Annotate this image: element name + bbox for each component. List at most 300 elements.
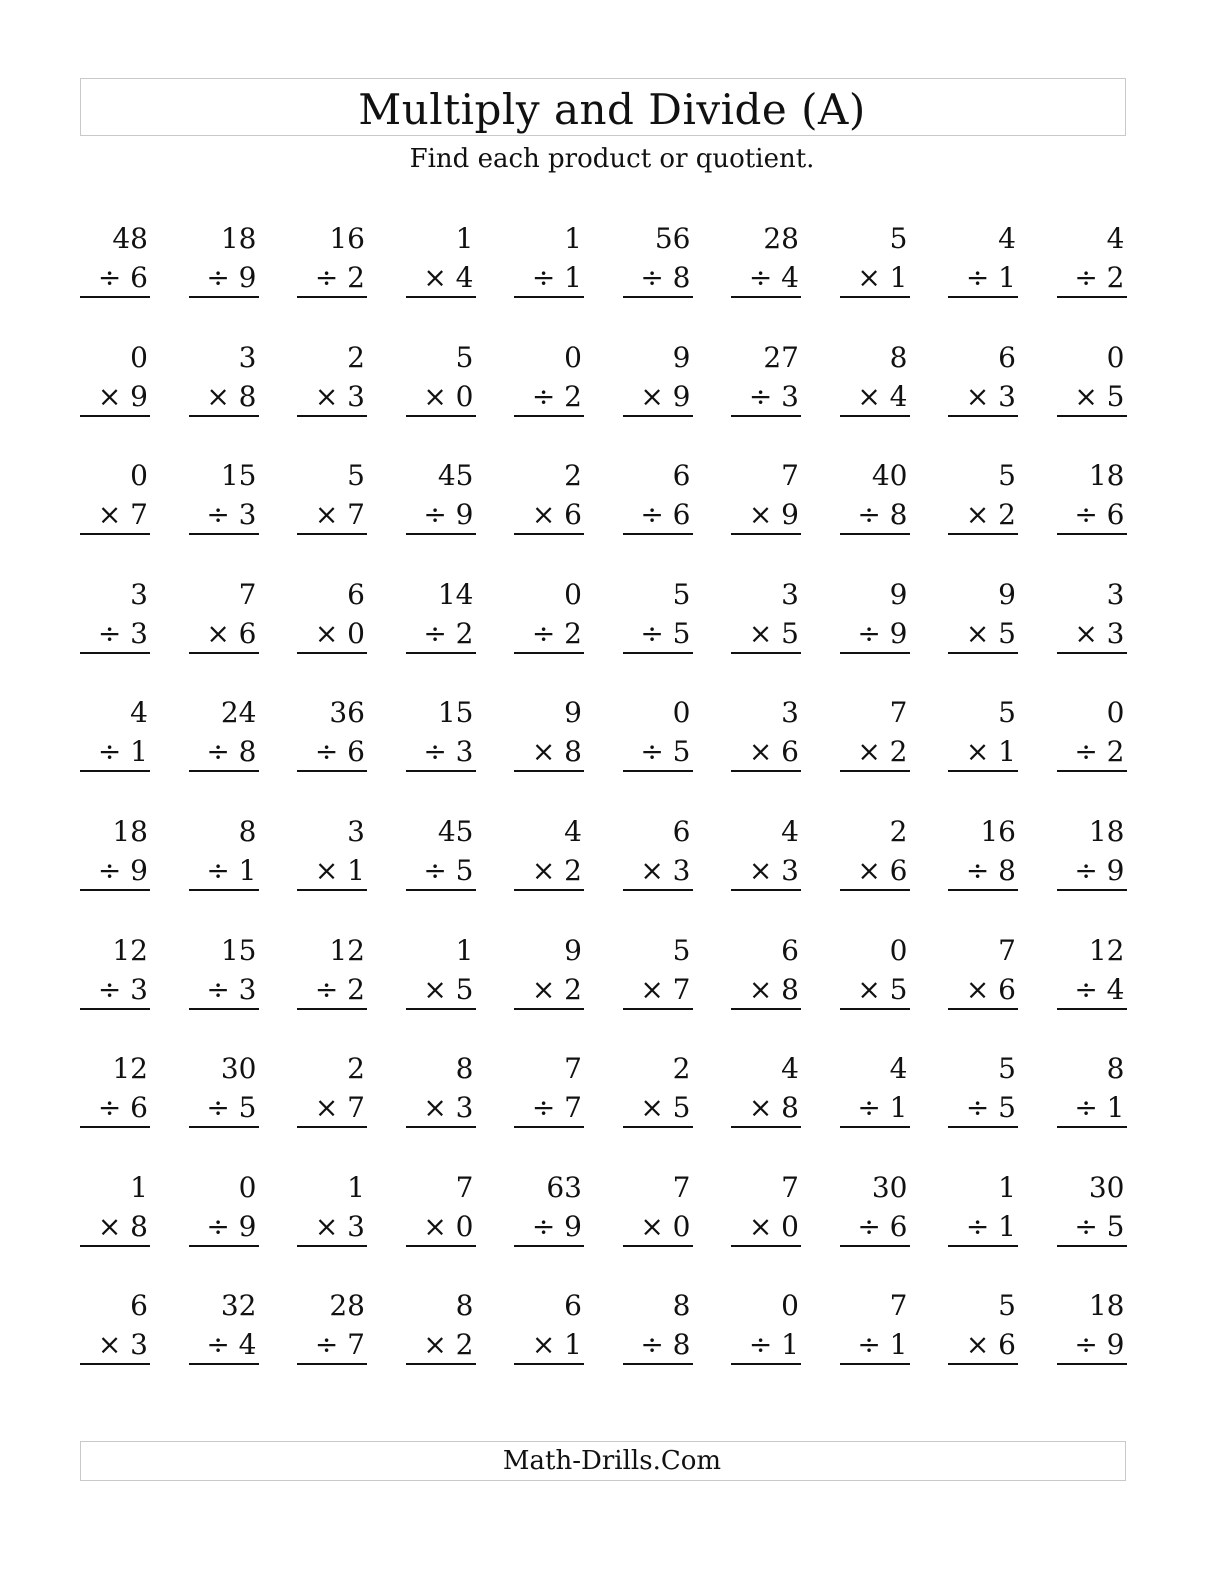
problem-top-number: 0: [1106, 696, 1125, 730]
answer-line: [840, 533, 910, 535]
problem-operation: ÷ 3: [748, 379, 799, 413]
answer-line: [514, 652, 584, 654]
problem-operation: × 3: [314, 1209, 365, 1243]
answer-line: [840, 889, 910, 891]
problem-operation: × 3: [314, 379, 365, 413]
problem-top-number: 1: [998, 1170, 1016, 1204]
problem-item: [189, 1169, 259, 1247]
problem-operation: ÷ 5: [965, 1091, 1016, 1125]
problem-operation: × 1: [531, 1328, 582, 1362]
answer-line: [406, 1126, 476, 1128]
problem-operation: ÷ 5: [640, 616, 691, 650]
answer-line: [623, 770, 693, 772]
problem-operation: ÷ 1: [97, 735, 148, 769]
problem-top-number: 32: [220, 1289, 257, 1323]
problem-item: [623, 694, 693, 772]
problem-item: [406, 1050, 476, 1128]
problem-top-number: 5: [455, 340, 474, 374]
problem-operation: × 3: [640, 853, 691, 887]
problem-top-number: 5: [998, 1289, 1016, 1323]
problem-item: [731, 220, 801, 298]
problem-top-number: 2: [347, 1052, 365, 1086]
problem-top-number: 40: [871, 459, 908, 493]
problem-operation: ÷ 9: [1074, 1328, 1125, 1362]
answer-line: [731, 296, 801, 298]
problem-operation: × 3: [423, 1091, 474, 1125]
answer-line: [514, 1363, 584, 1365]
answer-line: [406, 652, 476, 654]
answer-line: [623, 296, 693, 298]
problem-operation: × 3: [748, 853, 799, 887]
problem-top-number: 15: [220, 459, 257, 493]
problem-operation: ÷ 4: [1074, 972, 1125, 1006]
answer-line: [1057, 415, 1127, 417]
answer-line: [623, 652, 693, 654]
answer-line: [406, 415, 476, 417]
problem-top-number: 1: [130, 1170, 148, 1204]
problem-operation: ÷ 6: [97, 261, 148, 294]
answer-line: [623, 415, 693, 417]
problem-item: [731, 339, 801, 417]
problem-grid: [80, 220, 1130, 1406]
problem-top-number: 2: [889, 814, 908, 848]
problem-top-number: 28: [329, 1289, 365, 1323]
answer-line: [1057, 770, 1127, 772]
answer-line: [731, 770, 801, 772]
problem-item: [731, 457, 801, 535]
problem-item: [80, 694, 150, 772]
problem-operation: × 9: [640, 379, 691, 413]
problem-operation: × 5: [640, 1091, 691, 1125]
problem-top-number: 2: [347, 340, 365, 374]
problem-top-number: 18: [220, 222, 257, 255]
problem-top-number: 1: [347, 1170, 365, 1204]
problem-operation: × 2: [531, 853, 582, 887]
problem-item: [80, 932, 150, 1010]
problem-operation: ÷ 3: [206, 498, 257, 532]
problem-item: [1057, 813, 1127, 891]
answer-line: [514, 296, 584, 298]
problem-top-number: 30: [871, 1170, 908, 1204]
problem-top-number: 3: [1106, 577, 1125, 611]
problem-item: [514, 813, 584, 891]
answer-line: [731, 889, 801, 891]
answer-line: [80, 652, 150, 654]
problem-operation: × 5: [1074, 379, 1125, 413]
problem-top-number: 5: [672, 577, 691, 611]
problem-top-number: 12: [112, 1052, 148, 1086]
problem-item: [623, 220, 693, 298]
answer-line: [297, 652, 367, 654]
answer-line: [297, 296, 367, 298]
answer-line: [406, 533, 476, 535]
problem-operation: ÷ 9: [531, 1209, 582, 1243]
problem-operation: ÷ 2: [1074, 735, 1125, 769]
answer-line: [948, 652, 1018, 654]
answer-line: [623, 1008, 693, 1010]
problem-top-number: 24: [220, 696, 257, 730]
problem-operation: × 0: [314, 616, 365, 650]
problem-item: [731, 694, 801, 772]
problem-operation: ÷ 3: [206, 972, 257, 1006]
problem-top-number: 45: [437, 459, 474, 493]
answer-line: [948, 889, 1018, 891]
problem-item: [189, 576, 259, 654]
problem-operation: ÷ 2: [531, 616, 582, 650]
problem-top-number: 3: [347, 814, 365, 848]
problem-operation: × 0: [423, 379, 474, 413]
problem-top-number: 2: [672, 1052, 691, 1086]
answer-line: [189, 770, 259, 772]
problem-top-number: 7: [455, 1170, 474, 1204]
problem-top-number: 1: [455, 933, 474, 967]
problem-top-number: 8: [455, 1052, 474, 1086]
problem-operation: ÷ 6: [640, 498, 691, 532]
problem-item: [80, 813, 150, 891]
problem-item: [514, 576, 584, 654]
answer-line: [80, 770, 150, 772]
problem-item: [731, 1050, 801, 1128]
answer-line: [731, 1363, 801, 1365]
answer-line: [840, 415, 910, 417]
answer-line: [948, 533, 1018, 535]
problem-item: [948, 1050, 1018, 1128]
answer-line: [840, 1363, 910, 1365]
answer-line: [80, 296, 150, 298]
problem-top-number: 18: [112, 814, 148, 848]
problem-operation: ÷ 3: [97, 972, 148, 1006]
problem-operation: × 6: [965, 1328, 1016, 1362]
problem-item: [948, 220, 1018, 298]
problem-operation: × 4: [857, 379, 908, 413]
problem-operation: × 6: [531, 498, 582, 532]
problem-top-number: 0: [781, 1289, 799, 1323]
answer-line: [189, 1126, 259, 1128]
problem-top-number: 9: [672, 340, 691, 374]
answer-line: [948, 415, 1018, 417]
problem-item: [406, 1287, 476, 1365]
answer-line: [189, 533, 259, 535]
problem-item: [297, 220, 367, 298]
problem-operation: ÷ 9: [1074, 853, 1125, 887]
problem-top-number: 0: [130, 459, 148, 493]
problem-top-number: 16: [980, 814, 1016, 848]
problem-item: [297, 576, 367, 654]
answer-line: [297, 1363, 367, 1365]
answer-line: [1057, 1363, 1127, 1365]
problem-item: [406, 457, 476, 535]
problem-top-number: 4: [1106, 222, 1125, 255]
problem-top-number: 8: [455, 1289, 474, 1323]
problem-top-number: 2: [564, 459, 582, 493]
problem-operation: × 9: [748, 498, 799, 532]
problem-item: [80, 1169, 150, 1247]
answer-line: [297, 1245, 367, 1247]
problem-item: [1057, 339, 1127, 417]
problem-item: [80, 1050, 150, 1128]
problem-item: [297, 457, 367, 535]
problem-top-number: 1: [455, 222, 474, 255]
answer-line: [1057, 1008, 1127, 1010]
problem-item: [623, 1287, 693, 1365]
answer-line: [297, 1126, 367, 1128]
problem-top-number: 18: [1088, 1289, 1125, 1323]
problem-operation: ÷ 1: [1074, 1091, 1125, 1125]
problem-operation: ÷ 7: [531, 1091, 582, 1125]
problem-operation: × 7: [97, 498, 148, 532]
problem-item: [297, 339, 367, 417]
answer-line: [840, 652, 910, 654]
answer-line: [406, 889, 476, 891]
answer-line: [840, 1008, 910, 1010]
problem-item: [80, 220, 150, 298]
answer-line: [80, 1008, 150, 1010]
problem-item: [948, 813, 1018, 891]
problem-item: [623, 1050, 693, 1128]
problem-top-number: 7: [672, 1170, 691, 1204]
problem-item: [189, 813, 259, 891]
problem-top-number: 6: [347, 577, 365, 611]
problem-item: [948, 339, 1018, 417]
problem-item: [731, 576, 801, 654]
answer-line: [731, 1126, 801, 1128]
problem-item: [623, 932, 693, 1010]
problem-item: [840, 1287, 910, 1365]
answer-line: [406, 1363, 476, 1365]
answer-line: [514, 1126, 584, 1128]
answer-line: [80, 533, 150, 535]
answer-line: [731, 652, 801, 654]
problem-operation: × 8: [531, 735, 582, 769]
problem-item: [1057, 1169, 1127, 1247]
answer-line: [731, 415, 801, 417]
problem-operation: × 3: [1074, 616, 1125, 650]
problem-top-number: 4: [781, 1052, 799, 1086]
problem-item: [948, 1169, 1018, 1247]
problem-operation: × 2: [531, 972, 582, 1006]
problem-item: [80, 457, 150, 535]
problem-operation: × 6: [748, 735, 799, 769]
problem-operation: ÷ 9: [206, 1209, 257, 1243]
problem-operation: ÷ 1: [748, 1328, 799, 1362]
problem-top-number: 0: [1106, 340, 1125, 374]
problem-top-number: 7: [781, 459, 799, 493]
problem-top-number: 14: [437, 577, 474, 611]
problem-operation: × 0: [423, 1209, 474, 1243]
answer-line: [731, 1245, 801, 1247]
answer-line: [731, 533, 801, 535]
answer-line: [623, 1245, 693, 1247]
problem-operation: ÷ 1: [206, 853, 257, 887]
answer-line: [514, 1008, 584, 1010]
problem-top-number: 30: [220, 1052, 257, 1086]
problem-top-number: 30: [1088, 1170, 1125, 1204]
problem-top-number: 9: [998, 577, 1016, 611]
problem-top-number: 7: [781, 1170, 799, 1204]
problem-top-number: 8: [238, 814, 257, 848]
problem-operation: ÷ 6: [857, 1209, 908, 1243]
problem-operation: ÷ 5: [1074, 1209, 1125, 1243]
problem-operation: × 7: [314, 1091, 365, 1125]
problem-operation: × 6: [857, 853, 908, 887]
problem-top-number: 4: [564, 814, 582, 848]
problem-top-number: 9: [564, 696, 582, 730]
problem-top-number: 6: [781, 933, 799, 967]
answer-line: [80, 1245, 150, 1247]
problem-operation: ÷ 1: [531, 261, 582, 294]
problem-item: [406, 220, 476, 298]
answer-line: [731, 1008, 801, 1010]
problem-operation: ÷ 9: [206, 261, 257, 294]
problem-operation: ÷ 3: [97, 616, 148, 650]
problem-item: [80, 339, 150, 417]
footer-site: Math-Drills.Com: [502, 1446, 722, 1476]
worksheet-title: Multiply and Divide (A): [358, 85, 866, 134]
problem-item: [514, 1050, 584, 1128]
problem-item: [80, 576, 150, 654]
problem-operation: × 8: [97, 1209, 148, 1243]
problem-operation: ÷ 1: [857, 1091, 908, 1125]
problem-item: [514, 1169, 584, 1247]
answer-line: [514, 770, 584, 772]
answer-line: [189, 1245, 259, 1247]
problem-item: [840, 457, 910, 535]
problem-item: [731, 1169, 801, 1247]
answer-line: [840, 1126, 910, 1128]
problem-operation: ÷ 5: [640, 735, 691, 769]
problem-item: [1057, 576, 1127, 654]
problem-top-number: 45: [437, 814, 474, 848]
problem-operation: × 1: [857, 261, 908, 294]
problem-item: [514, 339, 584, 417]
problem-item: [189, 694, 259, 772]
problem-operation: × 0: [748, 1209, 799, 1243]
problem-top-number: 63: [546, 1170, 582, 1204]
problem-item: [1057, 694, 1127, 772]
problem-top-number: 0: [564, 340, 582, 374]
problem-top-number: 6: [564, 1289, 582, 1323]
problem-operation: × 7: [640, 972, 691, 1006]
problem-top-number: 7: [998, 933, 1016, 967]
problem-top-number: 12: [329, 933, 365, 967]
problem-item: [297, 1050, 367, 1128]
answer-line: [514, 889, 584, 891]
problem-top-number: 8: [1106, 1052, 1125, 1086]
problem-item: [406, 576, 476, 654]
problem-top-number: 12: [112, 933, 148, 967]
problem-top-number: 6: [672, 459, 691, 493]
problem-operation: × 9: [97, 379, 148, 413]
problem-item: [840, 339, 910, 417]
problem-top-number: 7: [889, 696, 908, 730]
problem-operation: × 5: [965, 616, 1016, 650]
answer-line: [840, 1245, 910, 1247]
answer-line: [189, 296, 259, 298]
problem-item: [297, 694, 367, 772]
problem-item: [731, 813, 801, 891]
problem-top-number: 12: [1088, 933, 1125, 967]
problem-item: [623, 813, 693, 891]
problem-item: [189, 932, 259, 1010]
problem-operation: × 8: [748, 972, 799, 1006]
problem-item: [189, 1287, 259, 1365]
answer-line: [1057, 652, 1127, 654]
answer-line: [406, 770, 476, 772]
answer-line: [623, 533, 693, 535]
problem-top-number: 7: [238, 577, 257, 611]
answer-line: [297, 1008, 367, 1010]
problem-item: [623, 576, 693, 654]
problem-top-number: 18: [1088, 814, 1125, 848]
problem-item: [406, 813, 476, 891]
problem-top-number: 0: [130, 340, 148, 374]
problem-top-number: 6: [672, 814, 691, 848]
answer-line: [297, 889, 367, 891]
problem-operation: × 2: [965, 498, 1016, 532]
problem-item: [840, 1169, 910, 1247]
problem-item: [514, 457, 584, 535]
problem-top-number: 7: [564, 1052, 582, 1086]
problem-operation: × 5: [857, 972, 908, 1006]
problem-top-number: 6: [130, 1289, 148, 1323]
problem-operation: ÷ 8: [857, 498, 908, 532]
problem-top-number: 3: [238, 340, 257, 374]
problem-top-number: 0: [889, 933, 908, 967]
answer-line: [948, 1126, 1018, 1128]
answer-line: [840, 296, 910, 298]
answer-line: [189, 652, 259, 654]
problem-item: [406, 339, 476, 417]
problem-top-number: 5: [889, 222, 908, 255]
problem-top-number: 0: [238, 1170, 257, 1204]
answer-line: [1057, 1245, 1127, 1247]
answer-line: [189, 889, 259, 891]
problem-operation: ÷ 4: [206, 1328, 257, 1362]
problem-top-number: 4: [130, 696, 148, 730]
answer-line: [189, 1363, 259, 1365]
problem-top-number: 5: [998, 1052, 1016, 1086]
problem-item: [297, 813, 367, 891]
problem-operation: × 5: [748, 616, 799, 650]
problem-top-number: 18: [1088, 459, 1125, 493]
answer-line: [406, 296, 476, 298]
problem-operation: ÷ 2: [423, 616, 474, 650]
problem-top-number: 9: [889, 577, 908, 611]
problem-item: [948, 1287, 1018, 1365]
problem-operation: ÷ 6: [314, 735, 365, 769]
problem-operation: ÷ 6: [97, 1091, 148, 1125]
problem-operation: ÷ 9: [97, 853, 148, 887]
problem-top-number: 0: [672, 696, 691, 730]
problem-top-number: 9: [564, 933, 582, 967]
problem-item: [840, 220, 910, 298]
problem-operation: × 2: [857, 735, 908, 769]
problem-item: [514, 932, 584, 1010]
answer-line: [948, 1008, 1018, 1010]
answer-line: [1057, 1126, 1127, 1128]
problem-top-number: 15: [437, 696, 474, 730]
problem-item: [297, 932, 367, 1010]
problem-operation: × 3: [97, 1328, 148, 1362]
problem-item: [189, 220, 259, 298]
problem-top-number: 4: [781, 814, 799, 848]
problem-operation: ÷ 8: [640, 261, 691, 294]
problem-operation: ÷ 8: [640, 1328, 691, 1362]
problem-operation: ÷ 2: [531, 379, 582, 413]
problem-item: [623, 339, 693, 417]
answer-line: [948, 296, 1018, 298]
problem-item: [514, 694, 584, 772]
